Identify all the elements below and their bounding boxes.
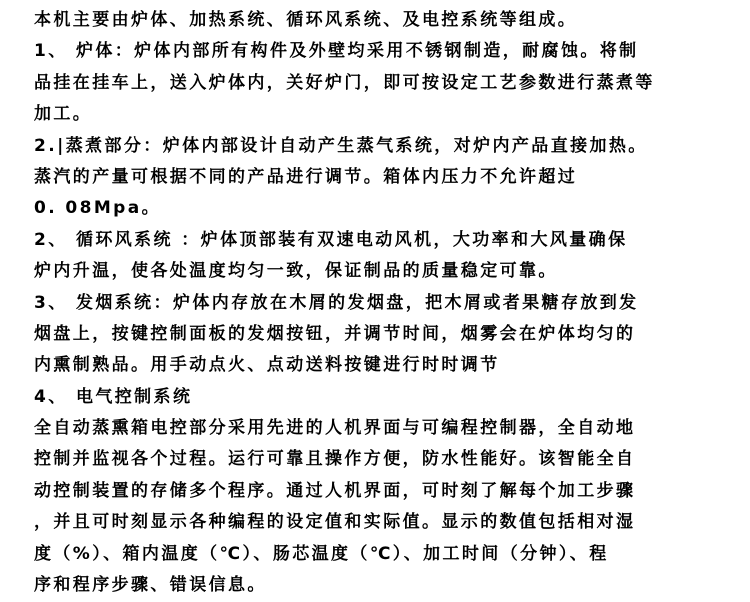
section-1-line-3: 加工。 (34, 104, 93, 125)
section-3-line-1: 3、 发烟系统：炉体内存放在木屑的发烟盘，把木屑或者果糖存放到发 (34, 292, 639, 313)
intro-line: 本机主要由炉体、加热系统、循环风系统、及电控系统等组成。 (34, 10, 578, 30)
section-3-line-3: 内熏制熟品。用手动点火、点动送料按键进行时时调节 (34, 355, 500, 376)
section-4-heading: 4、 电气控制系统 (34, 386, 193, 407)
section-2b-line-1: 2、 循环风系统 ：炉体顶部装有双速电动风机，大功率和大风量确保 (34, 229, 628, 250)
section-4-line-6: 序和程序步骤、错误信息。 (34, 575, 267, 596)
section-2-line-1: 2.|蒸煮部分：炉体内部设计自动产生蒸气系统，对炉内产品直接加热。 (34, 135, 648, 156)
section-4-line-2: 控制并监视各个过程。运行可靠且操作方便，防水性能好。该智能全自 (34, 449, 636, 470)
section-4-line-4: ，并且可时刻显示各种编程的设定值和实际值。显示的数值包括相对湿 (34, 512, 636, 533)
section-2b-line-2: 炉内升温，使各处温度均匀一致，保证制品的质量稳定可靠。 (34, 261, 558, 282)
section-2-line-2: 蒸汽的产量可根据不同的产品进行调节。箱体内压力不允许超过 (34, 166, 578, 187)
section-1-line-2: 品挂在挂车上，送入炉体内，关好炉门，即可按设定工艺参数进行蒸煮等 (34, 72, 655, 93)
section-4-line-3: 动控制装置的存储多个程序。通过人机界面，可时刻了解每个加工步骤 (34, 480, 636, 501)
section-3-line-2: 烟盘上，按键控制面板的发烟按钮，并调节时间，烟雾会在炉体均匀的 (34, 323, 636, 344)
section-2-line-3: 0. 08Mpa。 (34, 198, 162, 219)
section-4-line-1: 全自动蒸熏箱电控部分采用先进的人机界面与可编程控制器，全自动地 (34, 418, 636, 439)
section-1-line-1: 1、 炉体：炉体内部所有构件及外壁均采用不锈钢制造，耐腐蚀。将制 (34, 41, 639, 62)
section-4-line-5: 度（%）、箱内温度（℃）、肠芯温度（℃）、加工时间（分钟）、程 (34, 543, 609, 564)
